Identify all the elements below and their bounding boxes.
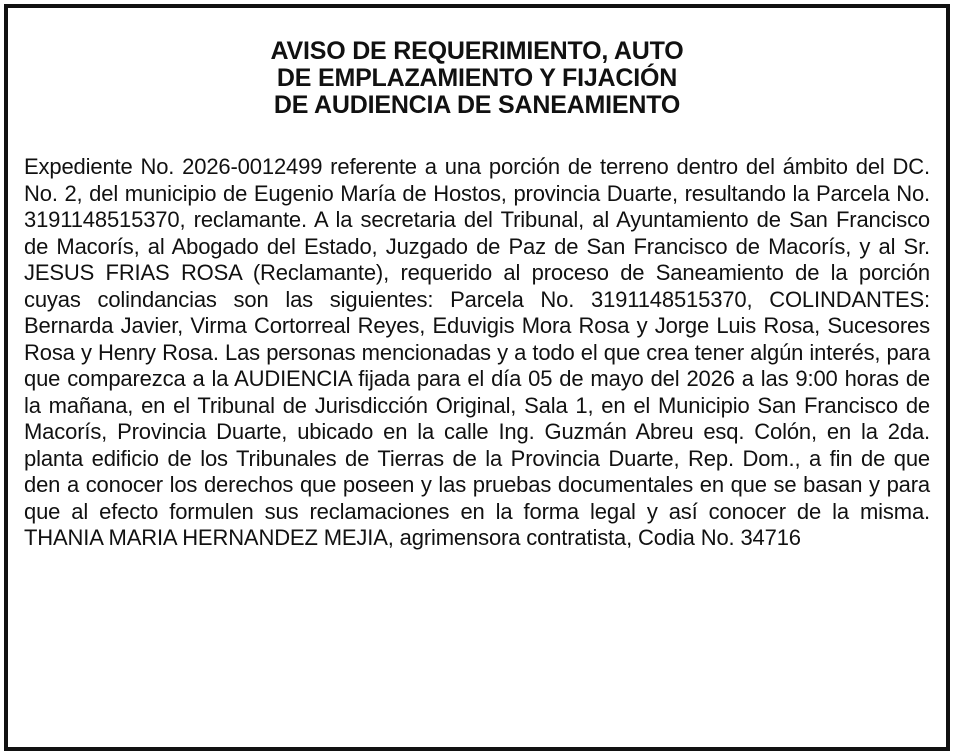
notice-title-line-3: DE AUDIENCIA DE SANEAMIENTO bbox=[273, 91, 681, 119]
notice-frame bbox=[4, 4, 950, 751]
notice-title-line-1: AVISO DE REQUERIMIENTO, AUTO bbox=[270, 37, 684, 65]
notice-title-line-2: DE EMPLAZAMIENTO Y FIJACIÓN bbox=[276, 64, 678, 92]
notice-body: Expediente No. 2026-0012499 referente a una porción de terreno dentro del ámbito del DC. No. 2, del municipio de Eugenio María de Hostos, provincia Duarte, resultando la Parcela No. 3191148515370, reclamante. A la secretaria del Tribunal, al Ayuntamiento de San Francisco de Macorís, al Abogado del Estado, Juzgado de Paz de San Francisco de Macorís, y al Sr. JESUS FRIAS ROSA (Reclamante), requerido al proceso de Saneamiento de la porción cuyas colindancias son las siguientes: Parcela No. 3191148515370, COLINDANTES: Bernarda Javier, Virma Cortorreal Reyes, Eduvigis Mora Rosa y Jorge Luis Rosa, Sucesores Rosa y Henry Rosa. Las personas mencionadas y a todo el que crea tener algún interés, para que comparezca a la AUDIENCIA fijada para el día 05 de mayo del 2026 a las 9:00 horas de la mañana, en el Tribunal de Jurisdicción Original, Sala 1, en el Municipio San Francisco de Macorís, Provincia Duarte, ubicado en la calle Ing. Guzmán Abreu esq. Colón, en la 2da. planta edificio de los Tribunales de Tierras de la Provincia Duarte, Rep. Dom., a fin de que den a conocer los derechos que poseen y las pruebas documentales en que se basan y para que al efecto formulen sus reclamaciones en la forma legal y así conocer de la misma. THANIA MARIA HERNANDEZ MEJIA, agrimensora contratista, Codia No. 34716 bbox=[24, 154, 930, 550]
notice-title bbox=[8, 38, 946, 119]
